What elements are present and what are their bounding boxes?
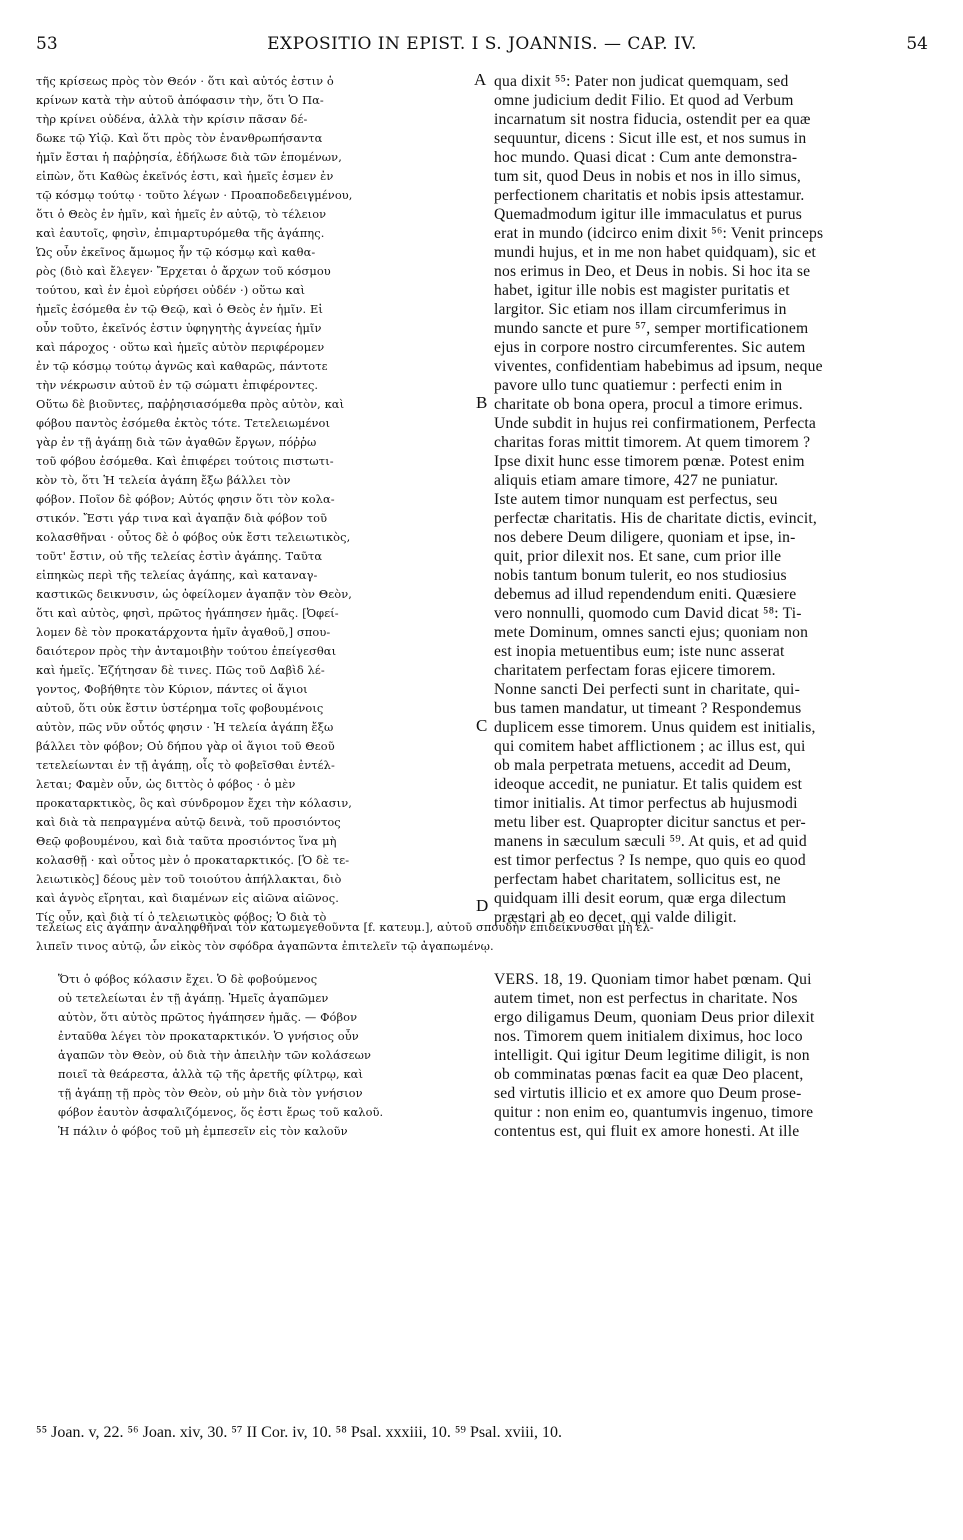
greek-text-line: ὅτι ὁ Θεὸς ἐν ἡμῖν, καὶ ἡμεῖς ἐν αὐτῷ, τὸ τέλειον xyxy=(36,207,327,221)
latin-text-line: erat in mundo (idcirco enim dixit ⁵⁶: Venit princeps xyxy=(494,225,824,242)
greek-text-line: αὐτὸν, πῶς νῦν οὗτός φησιν · Ἡ τελεία ἀγάπη ἔξω xyxy=(36,720,334,734)
greek-text-line: τελείως εἰς ἀγάπην ἀναληφθῆναι τὸν κατωμεγεθοῦντα [f. κατευμ.], αὐτοῦ σπουδὴν ἐπιδείκνυσθαι μὴ ἐλ- xyxy=(36,920,654,934)
latin-text-line: metu liber est. Quapropter dicitur sanctus et per- xyxy=(494,814,806,831)
greek-text-line: βάλλει τὸν φόβον; Οὐ δήπου γὰρ οἱ ἅγιοι τοῦ Θεοῦ xyxy=(36,739,335,753)
greek-text-line: ἐνταῦθα λέγει τὸν προκαταρκτικόν. Ὁ γνήσιος οὖν xyxy=(58,1029,359,1043)
latin-text-line: manens in sæculum sæculi ⁵⁹. At quis, et ad quid xyxy=(494,833,807,850)
greek-text-line: Θεῷ φοβουμένου, καὶ διὰ ταῦτα προσιόντος ἵνα μὴ xyxy=(36,834,337,848)
latin-text-line: præstari ab eo decet, qui valde diligit. xyxy=(494,909,737,926)
latin-text-line: perfectionem charitatis et nobis ipsis attestamur. xyxy=(494,187,805,204)
latin-text-line: contentus est, qui fluit ex amore honesti. At ille xyxy=(494,1123,800,1140)
greek-text-line: Τίς οὖν, καὶ διὰ τί ὁ τελειωτικὸς φόβος; Ὁ διὰ τὸ xyxy=(36,910,327,924)
greek-text-line: φόβου παντὸς ἐσόμεθα ἐκτὸς τότε. Τετελειωμένοι xyxy=(36,416,331,430)
latin-text-line: intelligit. Qui igitur Deum legitime diligit, is non xyxy=(494,1047,810,1064)
latin-text-line: qua dixit ⁵⁵: Pater non judicat quemquam, sed xyxy=(494,73,789,90)
greek-text-line: λιπεῖν τινος αὐτῷ, ὧν εἰκὸς τὸν σφόδρα ἀγαπῶντα ἐπιτελεῖν τῷ ἀγαπωμένῳ. xyxy=(36,939,494,953)
greek-text-line: καὶ ἡμεῖς. Ἐζήτησαν δὲ τινες. Πῶς τοῦ Δαβὶδ λέ- xyxy=(36,663,325,677)
latin-text-line: Ipse dixit hunc esse timorem pœnæ. Potest enim xyxy=(494,453,805,470)
greek-text-line: οὖν τοῦτο, ἐκεῖνός ἐστιν ὑφηγητὴς ἁγνείας ἡμῖν xyxy=(36,321,322,335)
greek-text-line: καὶ ἁγνὸς εἴρηται, καὶ διαμένων εἰς αἰῶνα αἰῶνος. xyxy=(36,891,339,905)
greek-text-line: στικόν. Ἔστι γάρ τινα καὶ ἀγαπᾷν διὰ φόβον τοῦ xyxy=(36,511,328,525)
latin-text-line: perfectam habet charitatem, sollicitus est, ne xyxy=(494,871,781,888)
latin-text-line: hoc mundo. Quasi dicat : Cum ante demonstra- xyxy=(494,149,798,166)
greek-text-line: ἡμῖν ἔσται ἡ παῤῥησία, ἐδήλωσε διὰ τῶν ἑπομένων, xyxy=(36,150,342,164)
latin-text-line: ideoque accedit, ne puniatur. Et talis quidem est xyxy=(494,776,803,793)
greek-text-line: κὸν τὸ, ὅτι Ἡ τελεία ἀγάπη ἔξω βάλλει τὸν xyxy=(36,473,291,487)
latin-text-line: tum sit, quod Deus in nobis et nos in illo simus, xyxy=(494,168,801,185)
greek-text-line: αὐτοῦ, ὅτι οὐκ ἔστιν ὑστέρημα τοῖς φοβουμένοις xyxy=(36,701,324,715)
greek-text-line: Ἡ πάλιν ὁ φόβος τοῦ μὴ ἐμπεσεῖν εἰς τὸν καλοῦν xyxy=(58,1124,348,1138)
latin-text-line: largitor. Sic etiam nos illam circumferimus in xyxy=(494,301,787,318)
latin-text-line: nos erimus in Deo, et Deus in nobis. Si hoc ita se xyxy=(494,263,811,280)
margin-marker-b: B xyxy=(476,393,488,412)
greek-text-line: τετελείωνται ἐν τῇ ἀγάπῃ, οἷς τὸ φοβεῖσθαι ἐντέλ- xyxy=(36,758,335,772)
greek-text-line: καστικῶς δεικνυσιν, ὡς ὀφείλομεν ἀγαπᾷν τὸν Θεὸν, xyxy=(36,587,352,601)
greek-column-top xyxy=(36,72,474,942)
latin-text-line: est timor perfectus ? Is nempe, quo quis eo quod xyxy=(494,852,806,869)
greek-text-line: τὴν νέκρωσιν αὐτοῦ ἐν τῷ σώματι ἐπιφέροντες. xyxy=(36,378,319,392)
running-title: EXPOSITIO IN EPIST. I S. JOANNIS. — CAP. IV. xyxy=(267,34,697,54)
greek-text-line: τῆς κρίσεως πρὸς τὸν Θεόν · ὅτι καὶ αὐτός ἐστιν ὁ xyxy=(36,74,334,88)
latin-text-line: mundo sancte et pure ⁵⁷, semper mortificationem xyxy=(494,320,809,337)
greek-text-line: φόβον ἑαυτὸν ἀσφαλιζόμενος, ὅς ἐστι ἔρως τοῦ καλοῦ. xyxy=(58,1105,384,1119)
latin-text-line: charitatem perfectam foras ejicere timorem. xyxy=(494,662,776,679)
greek-text-line: κολασθῆναι · οὗτος δὲ ὁ φόβος οὐκ ἔστι τελειωτικὸς, xyxy=(36,530,351,544)
latin-text-line: ergo diligamus Deum, quoniam Deus prior dilexit xyxy=(494,1009,815,1026)
page-number-right: 54 xyxy=(906,34,928,54)
latin-text-line: qui comitem habet afflictionem ; ac illus est, qui xyxy=(494,738,806,755)
greek-text-line: τούτου, καὶ ἐν ἐμοὶ εὑρήσει οὐδέν ·) οὕτω καὶ xyxy=(36,283,306,297)
latin-text-line: autem timet, non est perfectus in charitate. Nos xyxy=(494,990,798,1007)
latin-text-line: duplicem esse timorem. Unus quidem est initialis, xyxy=(494,719,816,736)
greek-text-line: προκαταρκτικὸς, ὃς καὶ σύνδρομον ἔχει τὴν κόλασιν, xyxy=(36,796,352,810)
latin-text-line: Iste autem timor nunquam est perfectus, seu xyxy=(494,491,778,508)
greek-text-line: ἐν τῷ κόσμῳ τούτῳ ἁγνῶς καὶ καθαρῶς, πάντοτε xyxy=(36,359,328,373)
greek-text-line: εἰπὼν, ὅτι Καθὼς ἐκεῖνός ἐστι, καὶ ἡμεῖς ἐσμεν ἐν xyxy=(36,169,334,183)
greek-spanning-text xyxy=(36,918,928,958)
greek-text-line: δαιότερον πρὸς τὴν ἀνταμοιβὴν τούτου ἐπείγεσθαι xyxy=(36,644,337,658)
latin-text-line: perfectæ charitatis. His de charitate dictis, evincit, xyxy=(494,510,817,527)
greek-text-line: Ὡς οὖν ἐκεῖνος ἄμωμος ἦν τῷ κόσμῳ καὶ καθα- xyxy=(36,245,316,259)
greek-text-line: καὶ πάροχος · οὕτω καὶ ἡμεῖς αὐτὸν περιφέρομεν xyxy=(36,340,325,354)
greek-text-line: φόβον. Ποῖον δὲ φόβον; Αὐτός φησιν ὅτι τὸν κολα- xyxy=(36,492,335,506)
latin-text-line: quit, prior dilexit nos. Et sane, cum prior ille xyxy=(494,548,782,565)
latin-text-line: Nonne sancti Dei perfecti sunt in charitate, qui- xyxy=(494,681,800,698)
greek-text-line: Οὕτω δὲ βιοῦντες, παῤῥησιασόμεθα πρὸς αὐτὸν, καὶ xyxy=(36,397,345,411)
latin-text-line: Unde subdit in hujus rei confirmationem, Perfecta xyxy=(494,415,817,432)
latin-text-line: sed virtutis illicio et ex amore quo Deum prose- xyxy=(494,1085,802,1102)
greek-text-line: ποιεῖ τὰ θεάρεστα, ἀλλὰ τῷ τῆς ἀρετῆς φίλτρῳ, καὶ xyxy=(58,1067,364,1081)
latin-text-line: ob comminatas pœnas facit ea quæ Deo placent, xyxy=(494,1066,804,1083)
greek-text-line: κρίνων κατὰ τὴν αὐτοῦ ἀπόφασιν τὴν, ὅτι Ὁ Πα- xyxy=(36,93,324,107)
margin-marker-a: A xyxy=(474,70,487,89)
latin-text-line: quitur : non enim eo, quantumvis ingenuo, timore xyxy=(494,1104,814,1121)
greek-text-line: δωκε τῷ Υἱῷ. Καὶ ὅτι πρὸς τὸν ἐνανθρωπήσαντα xyxy=(36,131,323,145)
greek-text-line: κολασθῇ · καὶ οὗτος μὲν ὁ προκαταρκτικός. [Ὁ δὲ τε- xyxy=(36,853,350,867)
latin-text-line: mundi hujus, et in me non habet quidquam), sic et xyxy=(494,244,817,261)
greek-text-line: ἀγαπῶν τὸν Θεὸν, οὐ διὰ τὴν ἀπειλὴν τῶν κολάσεων xyxy=(58,1048,372,1062)
greek-text-line: τοῦ φόβου ἐσόμεθα. Καὶ ἐπιφέρει τούτοις πιστωτι- xyxy=(36,454,334,468)
latin-text-line: timor initialis. At timor perfectus ab hujusmodi xyxy=(494,795,798,812)
margin-marker-d: D xyxy=(476,896,489,915)
latin-text-line: nos. Timorem quem initialem diximus, hoc loco xyxy=(494,1028,803,1045)
greek-text-line: τὴρ κρίνει οὐδένα, ἀλλὰ τὴν κρίσιν πᾶσαν δέ- xyxy=(36,112,308,126)
latin-text-line: Quemadmodum igitur ille immaculatus et purus xyxy=(494,206,803,223)
greek-text-line: λειωτικὸς] δέους μὲν τοῦ τοιούτου ἀπήλλακται, διὸ xyxy=(36,872,342,886)
greek-text-line: αὐτὸν, ὅτι αὐτὸς πρῶτος ἠγάπησεν ἡμᾶς. — Φόβον xyxy=(58,1010,358,1024)
latin-text-line: quidquam illi desit eorum, quæ erga dilectum xyxy=(494,890,787,907)
greek-text-line: τῇ ἀγάπῃ τῇ πρὸς τὸν Θεὸν, οὐ μὴν διὰ τὸν γνήσιον xyxy=(58,1086,363,1100)
latin-text-line: debemus ad illud rependendum eniti. Quæsiere xyxy=(494,586,797,603)
latin-text-line: charitas foras mittit timorem. At quem timorem ? xyxy=(494,434,811,451)
latin-text-line: mete Dominum, omnes sancti ejus; quoniam non xyxy=(494,624,809,641)
greek-text-line: ἡμεῖς ἐσόμεθα ἐν τῷ Θεῷ, καὶ ὁ Θεὸς ἐν ἡμῖν. Εἰ xyxy=(36,302,323,316)
greek-text-line: καὶ ἑαυτοῖς, φησὶν, ἐπιμαρτυρόμεθα τῆς ἀγάπης. xyxy=(36,226,325,240)
latin-text-line: charitate ob bona opera, procul a timore erimus. xyxy=(494,396,803,413)
greek-text-line: λεται; Φαμὲν οὖν, ὡς διττὸς ὁ φόβος · ὁ μὲν xyxy=(36,777,296,791)
latin-text-line: sequuntur, dicens : Sicut ille est, et nos sumus in xyxy=(494,130,807,147)
latin-text-line: omne judicium dedit Filio. Et quod ad Verbum xyxy=(494,92,794,109)
greek-text-line: γὰρ ἐν τῇ ἀγάπῃ διὰ τῶν ἀγαθῶν ἔργων, πόῤῥω xyxy=(36,435,317,449)
latin-column-top xyxy=(494,72,930,942)
latin-text-line: VERS. 18, 19. Quoniam timor habet pœnam. Qui xyxy=(494,971,812,988)
latin-text-line: ob mala perpetrata metuens, accedit ad Deum, xyxy=(494,757,792,774)
latin-column-bottom xyxy=(494,970,930,1150)
greek-text-line: τοῦτ' ἔστιν, οὐ τῆς τελείας ἐστὶν ἀγάπης. Ταῦτα xyxy=(36,549,323,563)
latin-text-line: habet, igitur ille nobis est magister puritatis et xyxy=(494,282,790,299)
latin-text-line: ejus in corpore nostro circumferentes. Sic autem xyxy=(494,339,806,356)
greek-text-line: ὅτι καὶ αὐτὸς, φησὶ, πρῶτος ἠγάπησεν ἡμᾶς. [Ὀφεί- xyxy=(36,606,339,620)
greek-text-line: λομεν δὲ τὸν προκατάρχοντα ἡμῖν ἀγαθοῦ,] σπου- xyxy=(36,625,331,639)
latin-text-line: est inopia metuentibus eum; iste nunc asserat xyxy=(494,643,785,660)
greek-text-line: τῷ κόσμῳ τούτῳ · τοῦτο λέγων · Προαποδεδειγμένου, xyxy=(36,188,353,202)
greek-text-line: ρὸς (διὸ καὶ ἔλεγεν· Ἔρχεται ὁ ἄρχων τοῦ κόσμου xyxy=(36,264,331,278)
latin-text-line: nobis tantum bonum tulerit, eo nos studiosius xyxy=(494,567,787,584)
greek-text-line: οὐ τετελείωται ἐν τῇ ἀγάπῃ. Ἡμεῖς ἀγαπῶμεν xyxy=(58,991,329,1005)
latin-text-line: incarnatum sit nostra fiducia, ostendit per ea quæ xyxy=(494,111,811,128)
running-header xyxy=(36,34,928,58)
latin-text-line: bus tamen mandatur, ut timeant ? Respondemus xyxy=(494,700,802,717)
greek-text-line: καὶ διὰ τὰ πεπραγμένα αὐτῷ δεινὰ, τοῦ προσιόντος xyxy=(36,815,341,829)
latin-text-line: aliquis etiam amare timore, 427 ne puniatur. xyxy=(494,472,779,489)
latin-text-line: vero nonnulli, quomodo cum David dicat ⁵⁸: Ti- xyxy=(494,605,802,622)
greek-text-line: Ὅτι ὁ φόβος κόλασιν ἔχει. Ὁ δὲ φοβούμενος xyxy=(58,972,318,986)
latin-text-line: viventes, confidentiam habebimus ad ipsum, neque xyxy=(494,358,823,375)
greek-column-bottom xyxy=(58,970,478,1150)
page-number-left: 53 xyxy=(36,34,58,54)
margin-marker-c: C xyxy=(476,716,488,735)
latin-text-line: nos debere Deum diligere, quoniam et ipse, in- xyxy=(494,529,796,546)
latin-text-line: pavore ullo tunc quatiemur : perfecti enim in xyxy=(494,377,783,394)
footnotes: ⁵⁵ Joan. v, 22. ⁵⁶ Joan. xiv, 30. ⁵⁷ II Cor. iv, 10. ⁵⁸ Psal. xxxiii, 10. ⁵⁹ Psal. xviii, 10. xyxy=(36,1424,562,1441)
greek-text-line: εἰπηκὼς περὶ τῆς τελείας ἀγάπης, καὶ καταναγ- xyxy=(36,568,318,582)
greek-text-line: γοντος, Φοβήθητε τὸν Κύριον, πάντες οἱ ἅγιοι xyxy=(36,682,308,696)
